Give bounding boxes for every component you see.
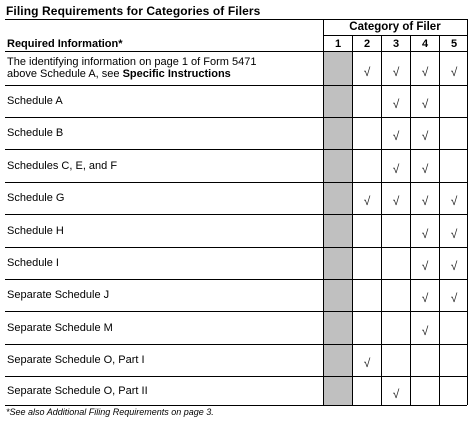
checkmark-icon: √ bbox=[450, 291, 458, 305]
column-5-header: 5 bbox=[450, 38, 458, 50]
table-title: Filing Requirements for Categories of Filers bbox=[6, 4, 261, 18]
checkmark-icon: √ bbox=[421, 226, 429, 241]
filing-requirements-table bbox=[5, 19, 467, 405]
checkmark-icon: √ bbox=[363, 65, 371, 79]
checkmark-icon: √ bbox=[421, 129, 429, 143]
category-1-shaded-column bbox=[323, 52, 352, 405]
row-divider bbox=[5, 344, 467, 345]
checkmark-icon: √ bbox=[421, 161, 429, 176]
row-label: Separate Schedule O, Part I bbox=[7, 354, 145, 366]
row-label-line-2: above Schedule A, see bbox=[7, 68, 120, 80]
footnote: *See also Additional Filing Requirements on page 3. bbox=[6, 407, 214, 417]
checkmark-icon: √ bbox=[392, 65, 400, 79]
checkmark-icon: √ bbox=[392, 97, 400, 111]
row-divider bbox=[5, 311, 467, 312]
checkmark-icon: √ bbox=[421, 65, 429, 79]
column-4-header: 4 bbox=[421, 38, 429, 50]
table-top-border bbox=[5, 19, 467, 20]
checkmark-icon: √ bbox=[392, 129, 400, 143]
column-2-header: 2 bbox=[363, 38, 371, 50]
specific-instructions-reference: Specific Instructions bbox=[122, 68, 231, 80]
row-divider bbox=[5, 182, 467, 183]
checkmark-icon: √ bbox=[450, 226, 458, 241]
column-divider-1 bbox=[352, 35, 353, 405]
checkmark-icon: √ bbox=[392, 161, 400, 176]
row-label: Schedule H bbox=[7, 224, 64, 237]
checkmark-icon: √ bbox=[421, 97, 429, 111]
checkmark-icon: √ bbox=[450, 194, 458, 208]
checkmark-icon: √ bbox=[421, 291, 429, 305]
required-information-heading: Required Information* bbox=[7, 38, 123, 50]
row-label: Schedule I bbox=[7, 257, 59, 269]
checkmark-icon: √ bbox=[363, 194, 371, 208]
checkmark-icon: √ bbox=[392, 194, 400, 208]
row-divider bbox=[5, 149, 467, 150]
checkmark-icon: √ bbox=[363, 356, 371, 370]
category-of-filer-heading: Category of Filer bbox=[349, 21, 441, 33]
row-label: Schedules C, E, and F bbox=[7, 159, 118, 172]
row-divider bbox=[5, 279, 467, 280]
row-divider bbox=[5, 117, 467, 118]
column-3-header: 3 bbox=[392, 38, 400, 50]
row-divider bbox=[5, 405, 467, 406]
checkmark-icon: √ bbox=[421, 194, 429, 208]
category-header-divider bbox=[323, 35, 467, 36]
row-label: Schedule B bbox=[7, 127, 64, 139]
checkmark-icon: √ bbox=[450, 65, 458, 79]
row-divider bbox=[5, 247, 467, 248]
column-divider-0 bbox=[323, 19, 324, 405]
row-label: Separate Schedule M bbox=[7, 321, 113, 334]
row-divider bbox=[5, 85, 467, 86]
row-divider bbox=[5, 376, 467, 377]
checkmark-icon: √ bbox=[450, 259, 458, 273]
column-divider-4 bbox=[439, 35, 440, 405]
row-label-line-1: The identifying information on page 1 of Form 5471 bbox=[7, 56, 257, 68]
checkmark-icon: √ bbox=[421, 259, 429, 273]
row-divider bbox=[5, 214, 467, 215]
checkmark-icon: √ bbox=[421, 323, 429, 338]
column-1-header: 1 bbox=[334, 38, 342, 50]
row-label-identifying-info bbox=[7, 56, 256, 80]
header-bottom-border bbox=[5, 51, 467, 52]
row-label: Schedule G bbox=[7, 192, 65, 204]
row-label: Separate Schedule O, Part II bbox=[7, 384, 148, 397]
column-divider-3 bbox=[410, 35, 411, 405]
column-divider-2 bbox=[381, 35, 382, 405]
row-label: Separate Schedule J bbox=[7, 289, 110, 301]
checkmark-icon: √ bbox=[392, 386, 400, 401]
row-label: Schedule A bbox=[7, 95, 63, 107]
